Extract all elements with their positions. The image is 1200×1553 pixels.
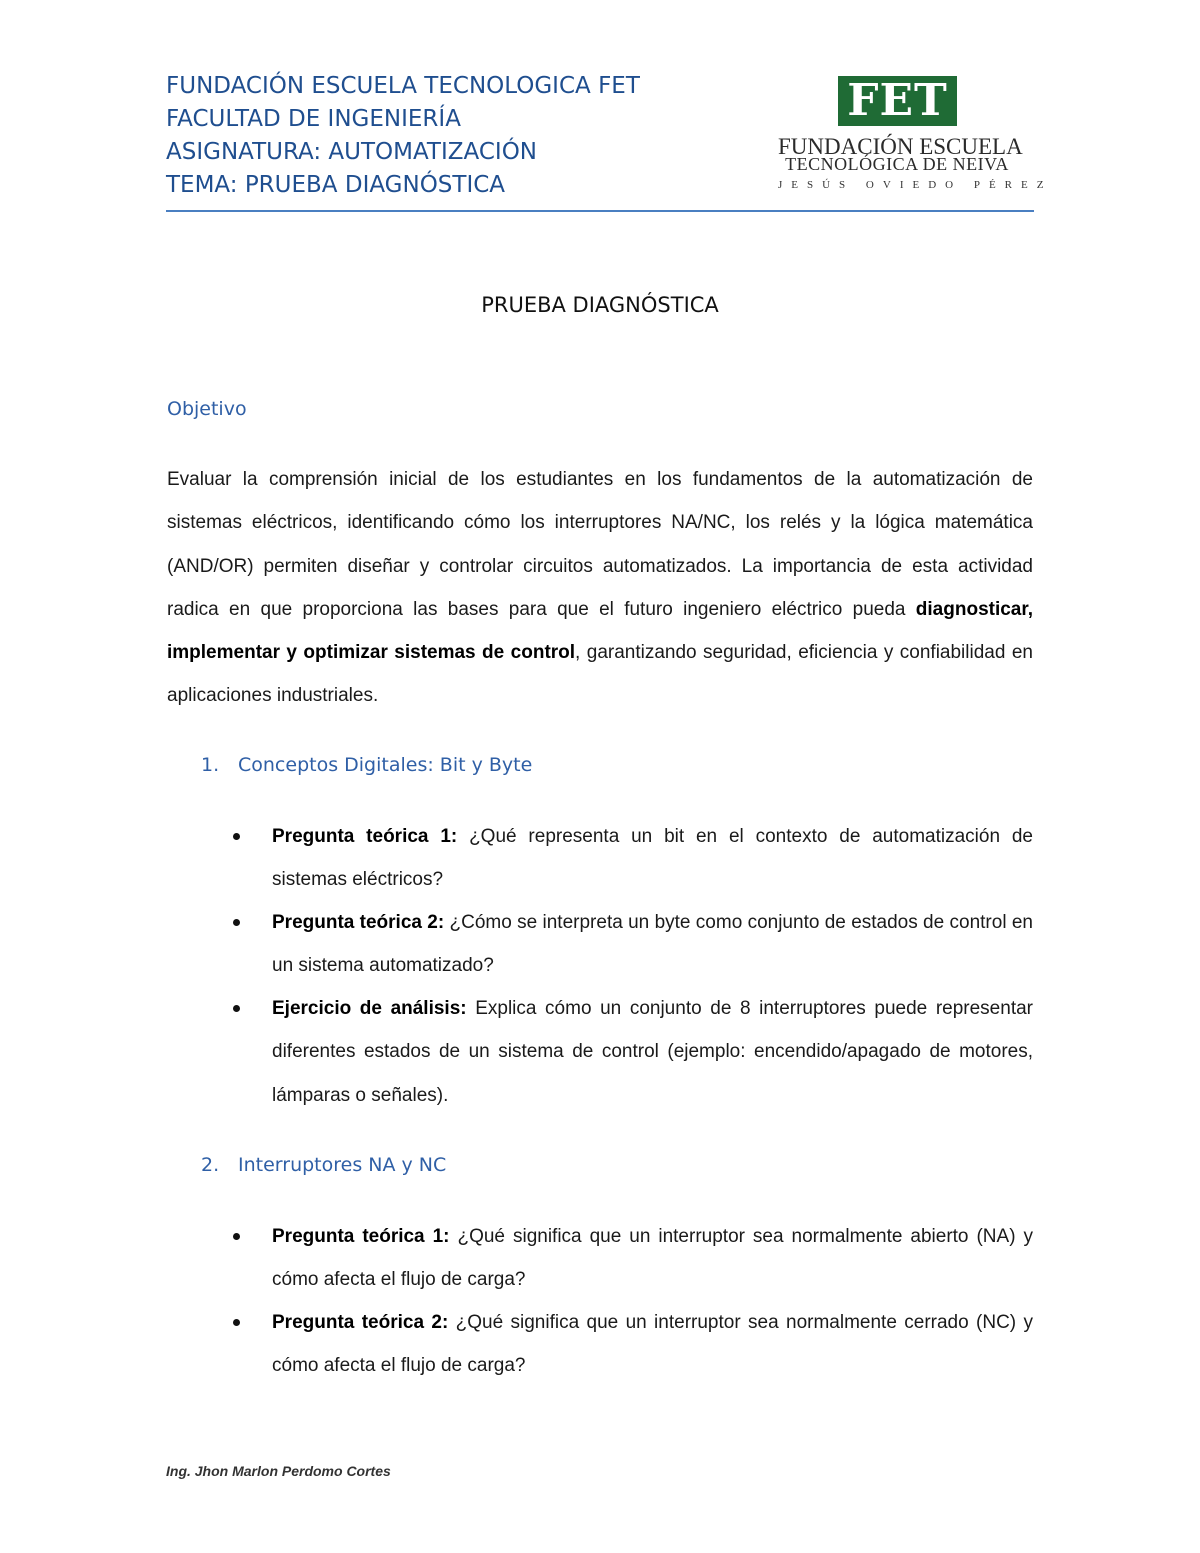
- bullet-icon: [233, 1319, 240, 1326]
- bullet-icon: [233, 1005, 240, 1012]
- bullet-icon: [233, 833, 240, 840]
- header-subject: ASIGNATURA: AUTOMATIZACIÓN: [166, 139, 537, 165]
- list-item: [272, 815, 1033, 902]
- item-label: Pregunta teórica 1:: [272, 826, 458, 847]
- document-title: PRUEBA DIAGNÓSTICA: [481, 293, 719, 317]
- section-1-heading: Conceptos Digitales: Bit y Byte: [238, 754, 533, 776]
- header-topic: TEMA: PRUEBA DIAGNÓSTICA: [166, 172, 506, 198]
- header-faculty: FACULTAD DE INGENIERÍA: [166, 106, 461, 132]
- item-text: ¿Qué significa que un interruptor sea normalmente cerrado (NC) y cómo afecta el flujo de carga?: [272, 1312, 1033, 1377]
- list-item: [272, 987, 1033, 1117]
- page-footer-author: Ing. Jhon Marlon Perdomo Cortes: [166, 1463, 391, 1479]
- header-institution: FUNDACIÓN ESCUELA TECNOLOGICA FET: [166, 73, 640, 99]
- item-text: ¿Cómo se interpreta un byte como conjunto de estados de control en un sistema automatizado?: [272, 912, 1033, 977]
- item-label: Pregunta teórica 2:: [272, 912, 445, 933]
- section-2-number: 2.: [201, 1154, 220, 1176]
- logo-mark: FET: [838, 76, 957, 126]
- section-2-heading: Interruptores NA y NC: [238, 1154, 447, 1176]
- objective-text-start: Evaluar la comprensión inicial de los estudiantes en los fundamentos de la automatización de sistemas eléctricos, identificando cómo los interruptores NA/NC, los relés y la lógica matemática (AND/OR) permiten diseñar y controlar circuitos automatizados. La importancia de esta actividad radica en que proporciona las bases para que el futuro ingeniero eléctrico pueda: [167, 469, 1033, 620]
- item-label: Pregunta teórica 1:: [272, 1226, 450, 1247]
- fet-logo: [778, 75, 1053, 196]
- logo-line-2: TECNOLÓGICA DE NEIVA: [785, 154, 1009, 174]
- list-item: [272, 1215, 1033, 1302]
- objective-text-emphasis: diagnosticar, implementar y optimizar sistemas de control: [167, 598, 1033, 664]
- item-label: Ejercicio de análisis:: [272, 998, 467, 1019]
- logo-line-1: FUNDACIÓN ESCUELA: [778, 134, 1023, 159]
- header-text-block: [166, 70, 640, 202]
- page-header: [166, 70, 1053, 212]
- logo-line-3: JESÚS OVIEDO PÉREZ: [778, 179, 1053, 191]
- section-1-number: 1.: [201, 754, 220, 776]
- item-text: ¿Qué significa que un interruptor sea normalmente abierto (NA) y cómo afecta el flujo de carga?: [272, 1226, 1033, 1291]
- item-text: ¿Qué representa un bit en el contexto de automatización de sistemas eléctricos?: [272, 826, 1033, 891]
- objective-text-end: , garantizando seguridad, eficiencia y confiabilidad en aplicaciones industriales.: [167, 642, 1033, 707]
- item-text: Explica cómo un conjunto de 8 interruptores puede representar diferentes estados de un sistema de control (ejemplo: encendido/apagado de motores, lámparas o señales).: [272, 998, 1033, 1106]
- list-item: [272, 901, 1033, 988]
- objective-paragraph: [167, 458, 1033, 718]
- bullet-icon: [233, 1233, 240, 1240]
- objective-heading: Objetivo: [167, 398, 247, 420]
- list-item: [272, 1301, 1033, 1388]
- bullet-icon: [233, 919, 240, 926]
- item-label: Pregunta teórica 2:: [272, 1312, 449, 1333]
